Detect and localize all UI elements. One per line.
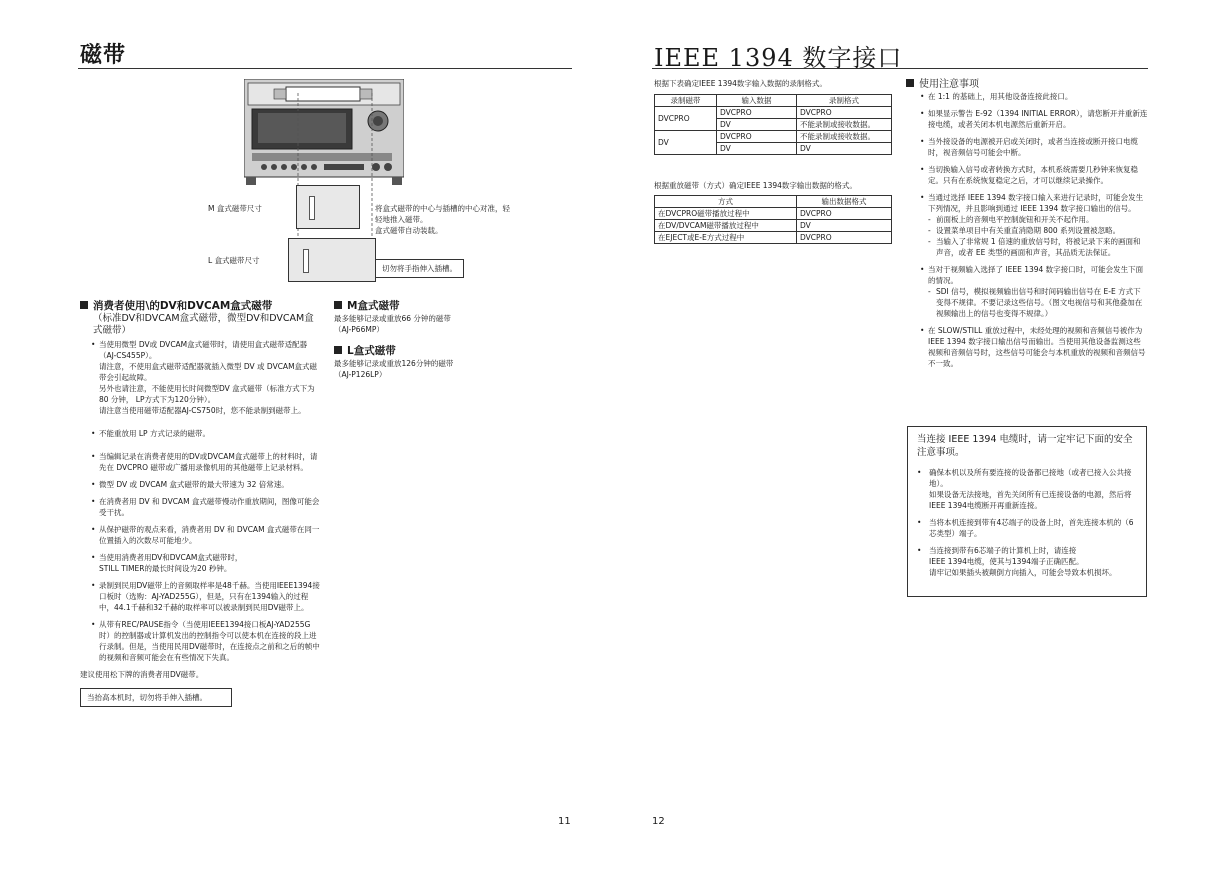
cable-heading: 当连接 IEEE 1394 电缆时，请一定牢记下面的安全注意事项。 [917,434,1133,458]
usage-heading: 使用注意事项 [919,79,979,90]
recommend-note: 建议使用松下牌的消费者用DV磁带。 [80,670,204,679]
list-item: • 当连接到带有6芯端子的计算机上时，请连接 IEEE 1394电缆，使其与1394端子正确匹配。 请牢记如果插头被颠倒方向插入，可能会导致本机损坏。 [917,545,1137,578]
list-item: • 在消费者用 DV 和 DVCAM 盒式磁带慢动作重放期间，图像可能会受干扰。 [91,496,320,518]
list-item: • 在 SLOW/STILL 重放过程中，未经处理的视频和音频信号被作为 IEEE 1394 数字接口输出信号而输出。当使用其他设备监测这些视频和音频信号时，这些信号可能会与本机重放的视频和音频信号不一致。 [920,325,1148,369]
m-tape-text: 最多能够记录或重放66 分钟的磁带 （AJ-P66MP） [334,314,451,334]
table2-caption: 根据重放磁带（方式）确定IEEE 1394数字输出数据的格式。 [654,181,857,190]
list-item: • 当外接设备的电源被开启或关闭时，或者当连接或断开接口电缆时，视音频信号可能会中断。 [920,136,1148,158]
output-format-table [654,195,892,244]
consumer-heading-sub: （标准DV和DVCAM盒式磁带，微型DV和DVCAM盒式磁带） [93,313,314,336]
sub-item: - 前面板上的音频电平控制旋钮和开关不起作用。 [928,214,1148,225]
table1-caption: 根据下表确定IEEE 1394数字输入数据的录制格式。 [654,79,827,88]
table-row: DV DV [655,143,892,155]
table-header: 录制磁带 [655,95,717,107]
square-bullet-icon [334,346,342,354]
consumer-tape-section [80,300,320,707]
square-bullet-icon [80,301,88,309]
square-bullet-icon [906,79,914,87]
m-cassette-illustration [296,185,360,229]
finger-warning-box: 切勿将手指伸入插槽。 [375,259,464,278]
list-item: • 当使用微型 DV或 DVCAM盒式磁带时，请使用盒式磁带适配器（AJ-CS455P）。 请注意，不使用盒式磁带适配器就插入微型 DV 或 DVCAM盒式磁带会引起故障。 另外也请注意，不能使用长时间微型DV 盒式磁带（标准方式下为80 分钟， LP方式下为120分钟）。 请注意当使用磁带适配器AJ-CS750时，您不能录制到磁带上。 [91,339,320,416]
consumer-heading: 消费者使用\的DV和DVCAM盒式磁带 [80,300,320,313]
m-tape-heading: M盒式磁带 [347,300,400,312]
cable-safety-box [907,426,1147,597]
list-item: • 当使用消费者用DV和DVCAM盒式磁带时， STILL TIMER的最长时间设为20 秒钟。 [91,552,320,574]
cassette-window-icon [309,196,315,220]
usage-notes-section [906,78,1148,375]
list-item: • 当通过选择 IEEE 1394 数字接口输入来进行记录时，可能会发生下列情况，并且影响到通过 IEEE 1394 数字接口输出的信号。 - 前面板上的音频电平控制旋钮和开关不起作用。 - 设置菜单项目中有关重直消隐期 800 系列设置被忽略。 - 当输入了非常规 1 倍速的重放信号时，将被记录下来的画面和声音，或者 EE 类型的画面和声音，其品质无法保证。 [920,192,1148,258]
title-rule [652,68,1148,69]
list-item: • 当将本机连接到带有4芯端子的设备上时，首先连接本机的（6芯类型）端子。 [917,517,1137,539]
page-number: 11 [558,816,571,827]
table-row: 在DV/DVCAM磁带播放过程中 DV [655,220,892,232]
left-page [78,0,572,869]
l-tape-size-label: L 盒式磁带尺寸 [208,256,260,265]
table-row: DV 不能录制或接收数据。 [655,119,892,131]
l-cassette-illustration [288,238,376,282]
list-item: • 当对于视频输入选择了 IEEE 1394 数字接口时，可能会发生下面的情况。 - SDI 信号，模拟视频输出信号和时间码输出信号在 E-E 方式下变得不规律。不要记录这些信号。（图文电视信号和其他叠加在视频输出上的信号也变得不规律。） [920,264,1148,319]
square-bullet-icon [334,301,342,309]
table-row: DVCPRO DVCPRO DVCPRO [655,107,892,119]
page-title: 磁带 [80,43,127,68]
page-title: IEEE 1394 数字接口 [654,44,903,72]
list-item: • 如果显示警告 E-92（1394 INITIAL ERROR），请您断开并重新连接电缆，或者关闭本机电源然后重新开启。 [920,108,1148,130]
list-item: • 确保本机以及所有要连接的设备都已接地（或者已接入公共接地）。 如果设备无法接地，首先关闭所有已连接设备的电源，然后将IEEE 1394电缆断开再重新连接。 [917,467,1137,511]
m-tape-section [334,300,494,335]
table-row: DV DVCPRO 不能录制或接收数据。 [655,131,892,143]
m-tape-size-label: M 盒式磁带尺寸 [208,204,262,213]
list-item: • 录制到民用DV磁带上的音频取样率是48千赫。当使用IEEE1394接口板时（选购：AJ-YAD255G），但是，只有在1394输入的过程中，44.1千赫和32千赫的取样率可以被录制到民用DV磁带上。 [91,580,320,613]
sub-item: - SDI 信号，模拟视频输出信号和时间码输出信号在 E-E 方式下变得不规律。不要记录这些信号。（图文电视信号和其他叠加在视频输出上的信号也变得不规律。） [928,286,1148,319]
insert-note: 将盒式磁带的中心与插槽的中心对准，轻轻地推入磁带。 盒式磁带自动装载。 [375,204,510,235]
table-row: 在EJECT或E-E方式过程中 DVCPRO [655,232,892,244]
list-item: • 微型 DV 或 DVCAM 盒式磁带的最大带速为 32 倍常速。 [91,479,320,490]
right-page [652,0,1148,869]
list-item: • 从带有REC/PAUSE指令（当使用IEEE1394接口板AJ-YAD255G时）的控制器或计算机发出的控制指令可以使本机在连接的段上进行录制。但是，当使用民用DV磁带时，在连接点之前和之后的帧中的视频和音频可能会在有些情况下失真。 [91,619,320,663]
cassette-window-icon [303,249,309,273]
table-header: 方式 [655,196,797,208]
input-format-table [654,94,892,155]
list-item: • 从保护磁带的观点来看，消费者用 DV 和 DVCAM 盒式磁带在同一位置插入的次数尽可能地少。 [91,524,320,546]
list-item: • 当编辑记录在消费者使用的DV或DVCAM盒式磁带上的材料时，请先在 DVCPRO 磁带或广播用录像机用的其他磁带上记录材料。 [91,451,320,473]
list-item: • 在 1:1 的基础上，用其他设备连接此接口。 [920,91,1148,102]
sub-item: - 当输入了非常规 1 倍速的重放信号时，将被记录下来的画面和声音，或者 EE 类型的画面和声音，其品质无法保证。 [928,236,1148,258]
table-header: 输入数据 [717,95,797,107]
table-header: 输出数据格式 [797,196,892,208]
list-item: • 不能重放用 LP 方式记录的磁带。 [91,428,320,439]
page-number: 12 [652,816,665,827]
l-tape-text: 最多能够记录或重放126分钟的磁带 （AJ-P126LP） [334,359,454,379]
table-header: 录制格式 [797,95,892,107]
l-tape-section [334,345,494,380]
sub-item: - 设置菜单项目中有关重直消隐期 800 系列设置被忽略。 [928,225,1148,236]
lift-warning-box: 当抬高本机时，切勿将手伸入插槽。 [80,688,232,707]
list-item: • 当切换输入信号或者转换方式时，本机系统需要几秒钟来恢复稳定。只有在系统恢复稳定之后，才可以继续记录操作。 [920,164,1148,186]
title-rule [78,68,572,69]
table-row: 在DVCPRO磁带播放过程中 DVCPRO [655,208,892,220]
l-tape-heading: L盒式磁带 [347,345,396,357]
